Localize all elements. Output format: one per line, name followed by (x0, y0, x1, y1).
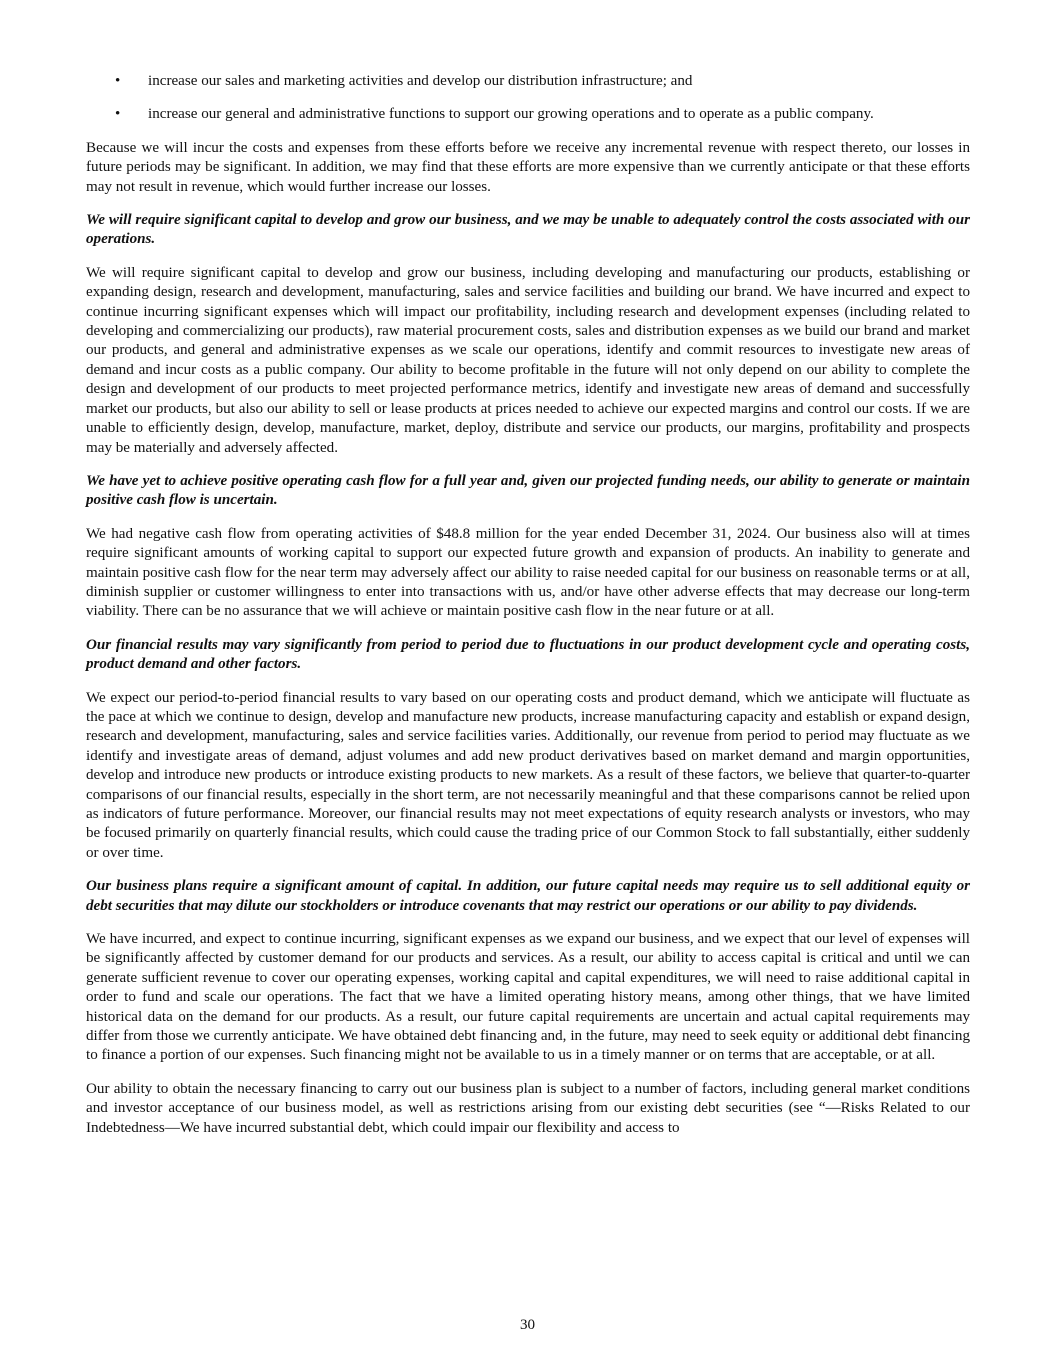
page-number: 30 (519, 1317, 536, 1333)
risk-factor-heading: Our financial results may vary significantly from period to period due to fluctuations in our product development cycle and operating costs, product demand and other factors. (86, 636, 970, 673)
body-paragraph: We had negative cash flow from operating activities of $48.8 million for the year ended December 31, 2024. Our business also will at times require significant amounts of working capital to support our expected future growth and expansion of products. An inability to generate and maintain positive cash flow for the near term may adversely affect our ability to raise needed capital for our business on reasonable terms or at all, diminish supplier or customer willingness to enter into transactions with us, and/or have other adverse effects that may decrease our long-term viability. There can be no assurance that we will achieve or maintain positive cash flow in the near future or at all. (86, 525, 970, 620)
bullet-list (86, 72, 970, 125)
bullet-text: increase our general and administrative functions to support our growing operations and to operate as a public company. (148, 106, 874, 123)
risk-factor-heading: Our business plans require a significant amount of capital. In addition, our future capital needs may require us to sell additional equity or debt securities that may dilute our stockholders or introduce covenants that may restrict our operations or our ability to pay dividends. (86, 878, 970, 914)
bullet-item (86, 105, 970, 124)
bullet-icon: • (115, 73, 121, 89)
body-paragraph: We have incurred, and expect to continue incurring, significant expenses as we expand our business, and we expect that our level of expenses will be significantly affected by customer demand for our products and services. As a result, our ability to access capital is critical and until we can generate sufficient revenue to cover our operating expenses, working capital and capital expenditures, we will need to raise additional capital in order to fund and scale our operations. The fact that we have a limited operating history means, among other things, that we have limited historical data on the demand for our products. As a result, our future capital requirements are uncertain and actual capital requirements may differ from those we currently anticipate. We have obtained debt financing and, in the future, may need to seek equity or additional debt financing to finance a portion of our expenses. Such financing might not be available to us in a timely manner or on terms that are acceptable, or at all. (86, 931, 970, 1064)
bullet-item (86, 72, 970, 91)
risk-factor-heading: We will require significant capital to develop and grow our business, and we may be unable to adequately control the costs associated with our operations. (86, 212, 970, 248)
bullet-text: increase our sales and marketing activities and develop our distribution infrastructure; and (148, 73, 693, 89)
risk-factor-heading: We have yet to achieve positive operating cash flow for a full year and, given our projected funding needs, our ability to generate or maintain positive cash flow is uncertain. (86, 472, 970, 509)
document-page (86, 72, 970, 1152)
body-paragraph: We will require significant capital to develop and grow our business, including developing and manufacturing our products, establishing or expanding design, research and development, manufacturing, sales and service facilities and building our brand. We have incurred and expect to continue incurring significant expenses which will impact our profitability, including research and development expenses (including related to developing and commercializing our products), raw material procurement costs, sales and distribution expenses as we build our brand and market our products, and general and administrative expenses as we scale our operations, identify and commit resources to investigate new areas of demand and incur costs as a public company. Our ability to become profitable in the future will not only depend on our ability to complete the design and development of our products to meet projected performance metrics, identify and investigate new areas of demand and successfully market our products, but also our ability to sell or lease products at prices needed to achieve our expected margins and control our costs. If we are unable to efficiently design, develop, manufacture, market, deploy, distribute and service our products, our margins, profitability and prospects may be materially and adversely affected. (86, 264, 970, 456)
body-paragraph: Our ability to obtain the necessary financing to carry out our business plan is subject to a number of factors, including general market conditions and investor acceptance of our business model, as well as restrictions arising from our existing debt securities (see “—Risks Related to our Indebtedness—We have incurred substantial debt, which could impair our flexibility and access to (86, 1080, 970, 1136)
bullet-icon: • (115, 106, 121, 123)
body-paragraph: Because we will incur the costs and expenses from these efforts before we receive any incremental revenue with respect thereto, our losses in future periods may be significant. In addition, we may find that these efforts are more expensive than we currently anticipate or that these efforts may not result in revenue, which would further increase our losses. (86, 139, 970, 195)
body-paragraph: We expect our period-to-period financial results to vary based on our operating costs and product demand, which we anticipate will fluctuate as the pace at which we continue to design, develop and manufacture new products, increase manufacturing capacity and establish or expand design, research and development, manufacturing, sales and service facilities varies. Additionally, our revenue from period to period may fluctuate as we identify and investigate areas of demand, adjust volumes and add new product derivatives based on market demand and margin opportunities, develop and introduce new products or introduce existing products to new markets. As a result of these factors, we believe that quarter-to-quarter comparisons of our financial results, especially in the short term, are not necessarily meaningful and that these comparisons cannot be relied upon as indicators of future performance. Moreover, our financial results may not meet expectations of equity research analysts or investors, who may be focused primarily on quarterly financial results, which could cause the trading price of our Common Stock to fall substantially, either suddenly or over time. (86, 689, 970, 861)
